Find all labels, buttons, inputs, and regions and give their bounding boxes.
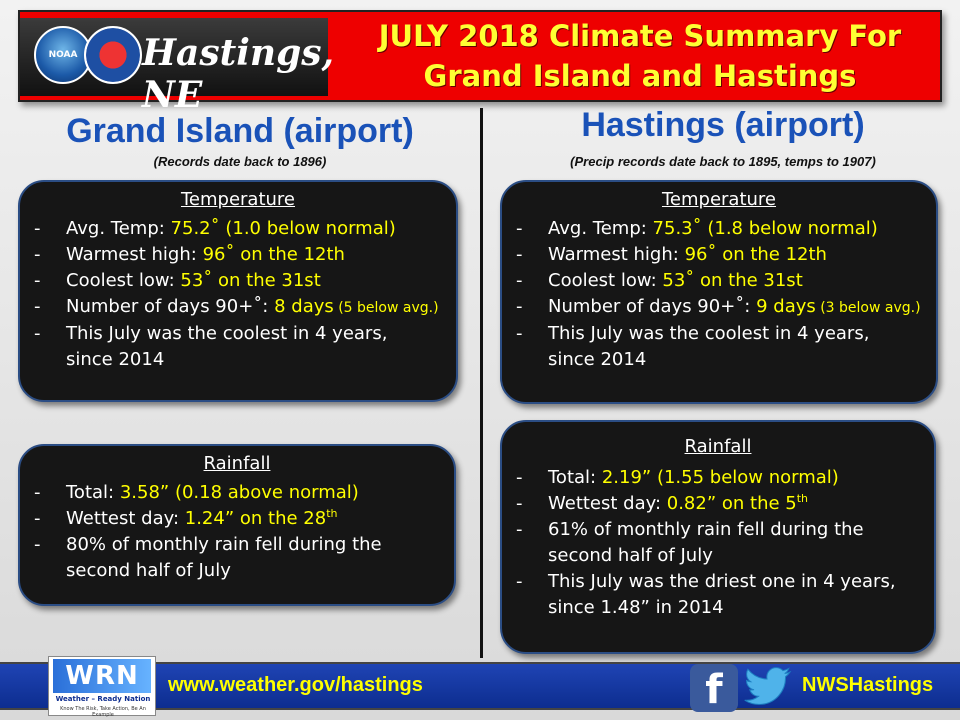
wettest-day-label: Wettest day: (66, 508, 185, 529)
coolest-low-value: 53˚ on the 31st (662, 270, 803, 291)
coolest-line1: This July was the coolest in 4 years, (66, 323, 388, 344)
coolest-low-label: Coolest low: (548, 270, 663, 291)
coolest-line2: since 2014 (66, 349, 165, 370)
days-90-label: Number of days 90+˚: (548, 296, 757, 317)
temperature-list (502, 216, 936, 373)
list-item: - Number of days 90+˚: 9 days (3 below avg.) (516, 296, 921, 317)
list-item: - Number of days 90+˚: 8 days (5 below avg.) (34, 296, 439, 317)
coolest-low-label: Coolest low: (66, 270, 181, 291)
column-divider (480, 108, 483, 658)
list-item: - This July was the coolest in 4 years, since 2014 (34, 323, 388, 370)
coolest-low-value: 53˚ on the 31st (180, 270, 321, 291)
driest-line2: since 1.48” in 2014 (548, 597, 724, 618)
avg-temp-value: 75.3˚ (1.8 below normal) (652, 218, 878, 239)
wettest-day-suffix: th (326, 507, 338, 520)
grand-island-note: (Records date back to 1896) (153, 154, 327, 169)
days-90-note: (5 below avg.) (333, 300, 439, 316)
warmest-high-value: 96˚ on the 12th (684, 244, 827, 265)
panel-heading: Rainfall (203, 453, 271, 474)
twitter-handle[interactable]: NWSHastings (802, 674, 934, 696)
list-item: - Wettest day: 1.24” on the 28th (34, 507, 338, 529)
brand-name: Hastings, NE (142, 32, 335, 116)
list-item: - Total: 3.58” (0.18 above normal) (34, 482, 359, 503)
coolest-line2: since 2014 (548, 349, 647, 370)
list-item: - 80% of monthly rain fell during the second half of July (34, 534, 382, 581)
list-item: - This July was the coolest in 4 years, since 2014 (516, 323, 870, 370)
avg-temp-label: Avg. Temp: (66, 218, 171, 239)
grand-island-rainfall-panel (18, 444, 456, 606)
page-title (350, 16, 930, 96)
warmest-high-label: Warmest high: (548, 244, 685, 265)
header-banner (18, 10, 942, 116)
rainfall-list (502, 465, 934, 621)
wettest-day-label: Wettest day: (548, 493, 667, 514)
list-item: - Avg. Temp: 75.2˚ (1.0 below normal) (34, 218, 396, 239)
list-item: - 61% of monthly rain fell during the second half of July (516, 519, 864, 566)
wrn-mark: WRN (53, 659, 151, 693)
list-item: - Wettest day: 0.82” on the 5th (516, 492, 809, 514)
list-item: - Warmest high: 96˚ on the 12th (34, 244, 345, 265)
panel-heading: Rainfall (684, 436, 752, 457)
noaa-logo-label: NOAA (48, 50, 78, 60)
total-value: 2.19” (1.55 below normal) (601, 467, 839, 488)
list-item: - Avg. Temp: 75.3˚ (1.8 below normal) (516, 218, 878, 239)
hastings-temperature-panel (500, 180, 938, 404)
list-item: - Coolest low: 53˚ on the 31st (34, 270, 321, 291)
days-90-value: 9 days (756, 296, 816, 317)
hastings-rainfall-panel (500, 420, 936, 654)
hastings-title: Hastings (airport) (581, 106, 865, 144)
panel-heading: Temperature (661, 189, 777, 210)
days-90-label: Number of days 90+˚: (66, 296, 275, 317)
temperature-list (20, 216, 456, 373)
grand-island-temperature-panel (18, 180, 458, 402)
wrn-logo-icon (48, 656, 156, 716)
nws-logo-icon (84, 26, 142, 84)
wrn-tagline: Know The Risk, Take Action, Be An Example (60, 706, 146, 718)
pct-line2: second half of July (66, 560, 231, 581)
pct-line1: 61% of monthly rain fell during the (548, 519, 864, 540)
rainfall-list (20, 480, 454, 584)
driest-line1: This July was the driest one in 4 years, (548, 571, 896, 592)
list-item: - This July was the driest one in 4 years, since 1.48” in 2014 (516, 571, 896, 618)
avg-temp-label: Avg. Temp: (548, 218, 653, 239)
wrn-text: Weather – Ready Nation (55, 695, 151, 703)
coolest-line1: This July was the coolest in 4 years, (548, 323, 870, 344)
facebook-icon[interactable]: f (690, 664, 738, 712)
page-title-line1: JULY 2018 Climate Summary For (378, 19, 902, 53)
wettest-day-suffix: th (796, 492, 809, 505)
website-link[interactable]: www.weather.gov/hastings (168, 674, 423, 696)
list-item: - Total: 2.19” (1.55 below normal) (516, 467, 839, 488)
wettest-day-value: 1.24” on the 28 (184, 508, 327, 529)
wettest-day-value: 0.82” on the 5 (666, 493, 797, 514)
total-label: Total: (66, 482, 120, 503)
hastings-note: (Precip records date back to 1895, temps to 1907) (570, 154, 876, 169)
warmest-high-value: 96˚ on the 12th (202, 244, 345, 265)
days-90-value: 8 days (274, 296, 334, 317)
warmest-high-label: Warmest high: (66, 244, 203, 265)
pct-line2: second half of July (548, 545, 713, 566)
twitter-icon[interactable] (744, 664, 794, 710)
brand-block (20, 18, 335, 116)
page-title-line2: Grand Island and Hastings (423, 59, 857, 93)
avg-temp-value: 75.2˚ (1.0 below normal) (170, 218, 396, 239)
total-label: Total: (548, 467, 602, 488)
total-value: 3.58” (0.18 above normal) (119, 482, 359, 503)
list-item: - Coolest low: 53˚ on the 31st (516, 270, 803, 291)
days-90-note: (3 below avg.) (815, 300, 921, 316)
panel-heading: Temperature (180, 189, 296, 210)
pct-line1: 80% of monthly rain fell during the (66, 534, 382, 555)
grand-island-title: Grand Island (airport) (66, 112, 414, 150)
list-item: - Warmest high: 96˚ on the 12th (516, 244, 827, 265)
